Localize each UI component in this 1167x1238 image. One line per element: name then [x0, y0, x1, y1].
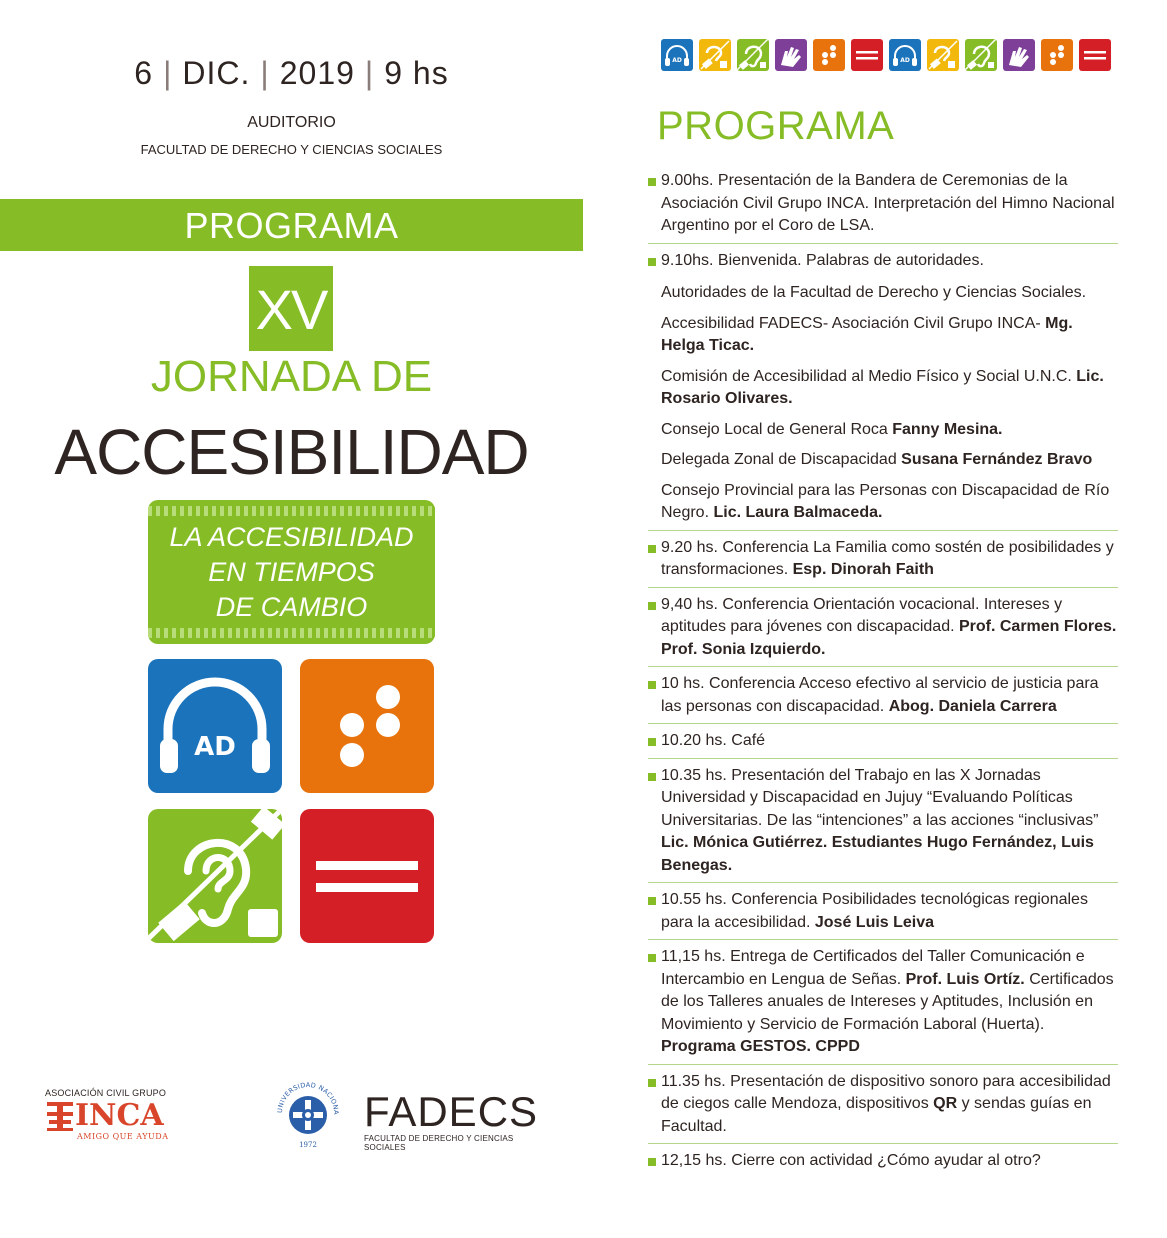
program-band-title: PROGRAMA	[0, 199, 583, 251]
audio-description-icon	[148, 659, 282, 793]
list-item	[648, 889, 1118, 940]
tty-icon	[699, 39, 731, 71]
list-item	[648, 1150, 1118, 1178]
bullet-icon	[648, 773, 656, 781]
bullet-icon	[648, 178, 656, 186]
authority-line: Delegada Zonal de Discapacidad Susana Fernández Bravo	[661, 451, 1093, 468]
program-entry: 12,15 hs. Cierre con actividad ¿Cómo ayudar al otro?	[661, 1152, 1041, 1169]
separator: |	[260, 55, 270, 91]
program-title: PROGRAMA	[657, 104, 895, 148]
motto-line: LA ACCESIBILIDAD	[169, 522, 414, 552]
bullet-icon	[648, 897, 656, 905]
program-entry: 10.55 hs. Conferencia Posibilidades tecnológicas regionales para la accesibilidad. José Luis Leiva	[661, 891, 1088, 931]
list-item	[648, 673, 1118, 724]
bullet-icon	[648, 1079, 656, 1087]
motto-line: EN TIEMPOS	[208, 557, 375, 587]
fadecs-subtitle: FACULTAD DE DERECHO Y CIENCIAS SOCIALES	[364, 1134, 514, 1152]
audio-description-icon	[889, 39, 921, 71]
list-item	[648, 537, 1118, 588]
program-entry: 11,15 hs. Entrega de Certificados del Taller Comunicación e Intercambio en Lengua de Señas. Prof. Luis Ortíz. Certificados de los Talleres anuales de Intereses y Aptitudes, Inclusión en Movimiento y Servicio de Formación Laboral (Huerta). Programa GESTOS. CPPD	[661, 948, 1114, 1055]
program-entry: 9.10hs. Bienvenida. Palabras de autoridades.	[661, 251, 984, 269]
svg-text:AD: AD	[672, 57, 682, 64]
closed-captions-icon	[300, 809, 434, 943]
program-entry: 10.35 hs. Presentación del Trabajo en las X Jornadas Universidad y Discapacidad en Jujuy “Evaluando Políticas Universitarias. De las “intenciones” a las acciones “inclusivas” Lic. Mónica Gutiérrez. Estudiantes Hugo Fernández, Luis Benegas.	[661, 766, 1099, 874]
inca-tagline: AMIGO QUE AYUDA	[77, 1132, 169, 1141]
list-item	[648, 946, 1118, 1065]
program-entry: 9,40 hs. Conferencia Orientación vocacional. Intereses y aptitudes para jóvenes con discapacidad. Prof. Carmen Flores. Prof. Sonia Izquierdo.	[661, 595, 1117, 658]
hearing-loop-icon	[965, 39, 997, 71]
bullet-icon	[648, 258, 656, 266]
braille-icon	[300, 659, 434, 793]
accessibility-icon-strip	[661, 39, 1111, 71]
braille-icon	[1041, 39, 1073, 71]
authority-line: Accesibilidad FADECS- Asociación Civil Grupo INCA- Mg. Helga Ticac.	[661, 314, 1073, 354]
event-date	[0, 55, 583, 92]
hearing-loop-icon	[737, 39, 769, 71]
program-entry: 9.20 hs. Conferencia La Familia como sostén de posibilidades y transformaciones. Esp. Dinorah Faith	[661, 538, 1114, 578]
venue-faculty: FACULTAD DE DERECHO Y CIENCIAS SOCIALES	[140, 142, 443, 157]
list-item	[648, 250, 1118, 531]
program-entry: 10 hs. Conferencia Acceso efectivo al servicio de justicia para las personas con discapacidad. Abog. Daniela Carrera	[661, 675, 1099, 715]
svg-text:1972: 1972	[299, 1141, 317, 1149]
tty-icon	[927, 39, 959, 71]
event-year: 2019	[279, 55, 355, 91]
authority-line: Autoridades de la Facultad de Derecho y Ciencias Sociales.	[661, 284, 1087, 301]
audio-description-icon	[661, 39, 693, 71]
list-item	[648, 1071, 1118, 1145]
bullet-icon	[648, 1158, 656, 1166]
list-item	[648, 730, 1118, 759]
event-month: DIC.	[182, 55, 251, 91]
list-item	[648, 170, 1118, 244]
motto-line: DE CAMBIO	[215, 592, 368, 622]
authority-line: Comisión de Accesibilidad al Medio Físico y Social U.N.C. Lic. Rosario Olivares.	[661, 367, 1104, 407]
motto-box	[148, 500, 435, 644]
closed-captions-icon	[1079, 39, 1111, 71]
separator: |	[364, 55, 375, 91]
svg-text:AD: AD	[194, 732, 236, 762]
event-time: 9 hs	[384, 55, 449, 91]
authority-line: Consejo Local de General Roca Fanny Mesina.	[661, 420, 1003, 438]
bullet-icon	[648, 602, 656, 610]
fadecs-wordmark: FADECS	[364, 1088, 539, 1135]
sign-language-icon	[775, 39, 807, 71]
bullet-icon	[648, 954, 656, 962]
closed-captions-icon	[851, 39, 883, 71]
fadecs-logo	[364, 1090, 544, 1152]
program-list	[648, 170, 1118, 1184]
program-entry: 9.00hs. Presentación de la Bandera de Ceremonias de la Asociación Civil Grupo INCA. Interpretación del Himno Nacional Argentino por el Coro de LSA.	[661, 172, 1115, 234]
inca-logo	[45, 1088, 175, 1150]
hearing-loop-icon	[148, 809, 282, 943]
separator: |	[163, 55, 173, 91]
event-title: ACCESIBILIDAD	[54, 416, 529, 488]
venue-name: AUDITORIO	[247, 114, 336, 131]
event-subtitle: JORNADA DE	[150, 352, 433, 401]
program-entry: 11.35 hs. Presentación de dispositivo sonoro para accesibilidad de ciegos calle Mendoza, dispositivos QR y sendas guías en Facultad.	[661, 1072, 1111, 1135]
svg-text:UNIVERSIDAD NACIONAL DEL COMAH: UNIVERSIDAD NACIONA	[275, 1080, 341, 1115]
event-day: 6	[134, 55, 154, 91]
edition-badge: XV	[249, 266, 333, 351]
program-entry: 10.20 hs. Café	[661, 732, 766, 749]
bullet-icon	[648, 545, 656, 553]
list-item	[648, 594, 1118, 668]
bullet-icon	[648, 681, 656, 689]
svg-text:AD: AD	[900, 57, 910, 64]
perforation-border	[148, 628, 435, 638]
sign-language-icon	[1003, 39, 1035, 71]
university-seal	[272, 1073, 344, 1151]
list-item	[648, 765, 1118, 884]
inca-org-label: ASOCIACIÓN CIVIL GRUPO	[45, 1088, 167, 1098]
bullet-icon	[648, 738, 656, 746]
inca-wordmark: INCA	[75, 1098, 164, 1133]
braille-icon	[813, 39, 845, 71]
inca-emblem-icon	[45, 1100, 75, 1132]
authority-line: Consejo Provincial para las Personas con Discapacidad de Río Negro. Lic. Laura Balmaceda.	[661, 481, 1110, 521]
perforation-border	[148, 506, 435, 516]
